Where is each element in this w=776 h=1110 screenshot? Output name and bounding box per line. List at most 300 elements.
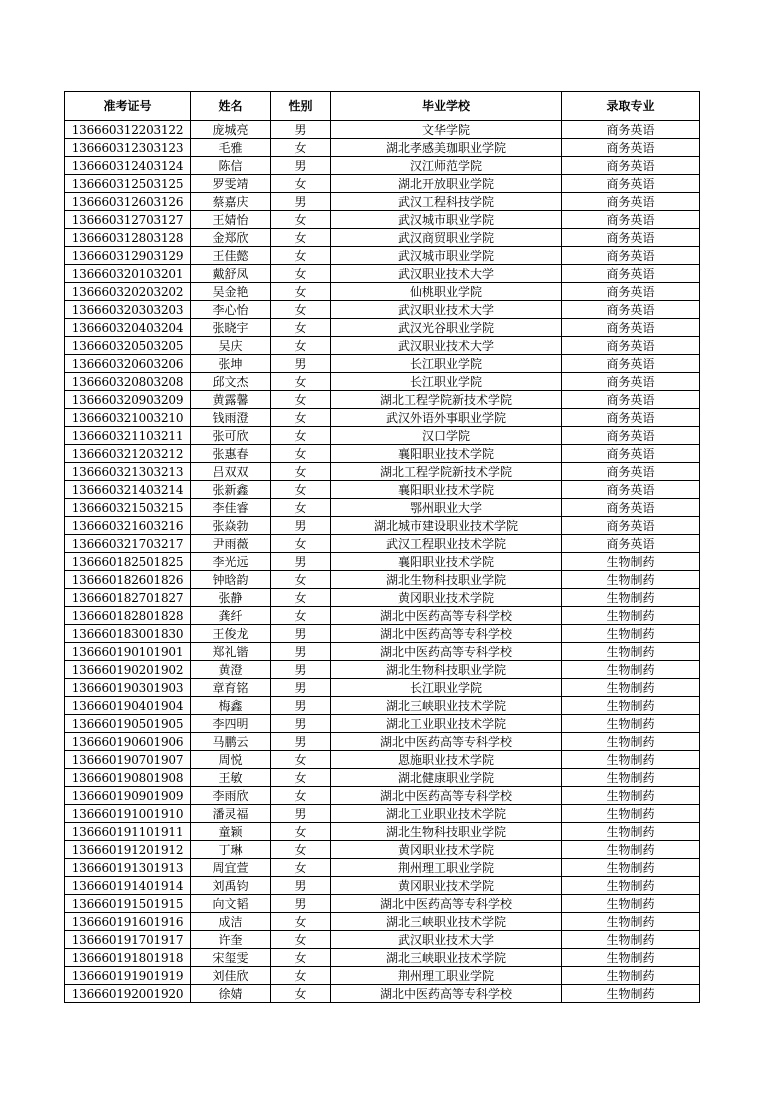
cell-school: 湖北三峡职业技术学院 (331, 913, 562, 931)
cell-exam-id: 136660320203202 (65, 283, 191, 301)
cell-school: 荆州理工职业学院 (331, 967, 562, 985)
cell-gender: 女 (271, 463, 331, 481)
cell-exam-id: 136660191801918 (65, 949, 191, 967)
cell-school: 湖北中医药高等专科学校 (331, 895, 562, 913)
cell-exam-id: 136660321303213 (65, 463, 191, 481)
cell-exam-id: 136660312903129 (65, 247, 191, 265)
cell-gender: 女 (271, 229, 331, 247)
cell-school: 黄冈职业技术学院 (331, 841, 562, 859)
cell-exam-id: 136660191501915 (65, 895, 191, 913)
cell-gender: 男 (271, 553, 331, 571)
header-name: 姓名 (191, 92, 271, 121)
cell-school: 长江职业学院 (331, 679, 562, 697)
cell-major: 生物制药 (562, 787, 700, 805)
table-row (65, 211, 700, 229)
table-row (65, 787, 700, 805)
table-row (65, 697, 700, 715)
cell-major: 商务英语 (562, 283, 700, 301)
header-row (65, 92, 700, 121)
cell-gender: 女 (271, 391, 331, 409)
cell-name: 尹雨薇 (191, 535, 271, 553)
table-row (65, 535, 700, 553)
table-row (65, 409, 700, 427)
cell-school: 湖北三峡职业技术学院 (331, 697, 562, 715)
cell-gender: 女 (271, 751, 331, 769)
cell-school: 湖北中医药高等专科学校 (331, 643, 562, 661)
cell-major: 生物制药 (562, 697, 700, 715)
cell-gender: 男 (271, 355, 331, 373)
cell-school: 武汉工程职业技术学院 (331, 535, 562, 553)
cell-exam-id: 136660321703217 (65, 535, 191, 553)
table-row (65, 805, 700, 823)
cell-name: 章育铭 (191, 679, 271, 697)
table-row (65, 769, 700, 787)
cell-exam-id: 136660191901919 (65, 967, 191, 985)
cell-gender: 男 (271, 517, 331, 535)
table-row (65, 589, 700, 607)
cell-exam-id: 136660320403204 (65, 319, 191, 337)
cell-school: 湖北生物科技职业学院 (331, 661, 562, 679)
cell-exam-id: 136660312603126 (65, 193, 191, 211)
cell-major: 生物制药 (562, 751, 700, 769)
table-row (65, 157, 700, 175)
cell-major: 商务英语 (562, 229, 700, 247)
table-row (65, 679, 700, 697)
cell-major: 商务英语 (562, 463, 700, 481)
cell-major: 商务英语 (562, 373, 700, 391)
cell-name: 梅鑫 (191, 697, 271, 715)
header-exam-id: 准考证号 (65, 92, 191, 121)
table-row (65, 499, 700, 517)
cell-major: 生物制药 (562, 643, 700, 661)
cell-exam-id: 136660321603216 (65, 517, 191, 535)
table-row (65, 463, 700, 481)
cell-major: 生物制药 (562, 805, 700, 823)
cell-gender: 女 (271, 481, 331, 499)
cell-gender: 女 (271, 823, 331, 841)
cell-major: 生物制药 (562, 607, 700, 625)
table-row (65, 823, 700, 841)
cell-name: 许奎 (191, 931, 271, 949)
cell-exam-id: 136660191701917 (65, 931, 191, 949)
cell-gender: 男 (271, 697, 331, 715)
table-row (65, 931, 700, 949)
cell-name: 邱文杰 (191, 373, 271, 391)
cell-name: 张新鑫 (191, 481, 271, 499)
cell-major: 商务英语 (562, 121, 700, 139)
cell-exam-id: 136660321103211 (65, 427, 191, 445)
cell-name: 张焱勃 (191, 517, 271, 535)
cell-major: 商务英语 (562, 517, 700, 535)
table-row (65, 553, 700, 571)
table-row (65, 337, 700, 355)
cell-gender: 女 (271, 175, 331, 193)
cell-exam-id: 136660320303203 (65, 301, 191, 319)
cell-gender: 女 (271, 769, 331, 787)
cell-gender: 女 (271, 301, 331, 319)
table-row (65, 445, 700, 463)
cell-major: 商务英语 (562, 157, 700, 175)
cell-gender: 男 (271, 157, 331, 175)
cell-name: 王佳懿 (191, 247, 271, 265)
cell-school: 湖北工业职业技术学院 (331, 715, 562, 733)
cell-school: 湖北生物科技职业学院 (331, 571, 562, 589)
cell-exam-id: 136660183001830 (65, 625, 191, 643)
cell-major: 生物制药 (562, 769, 700, 787)
cell-exam-id: 136660312303123 (65, 139, 191, 157)
cell-exam-id: 136660191601916 (65, 913, 191, 931)
cell-gender: 女 (271, 571, 331, 589)
cell-school: 湖北中医药高等专科学校 (331, 985, 562, 1003)
cell-name: 徐婧 (191, 985, 271, 1003)
cell-major: 生物制药 (562, 625, 700, 643)
table-row (65, 949, 700, 967)
cell-name: 毛雅 (191, 139, 271, 157)
table-row (65, 715, 700, 733)
cell-major: 生物制药 (562, 913, 700, 931)
table-row (65, 319, 700, 337)
cell-exam-id: 136660190201902 (65, 661, 191, 679)
cell-gender: 男 (271, 877, 331, 895)
cell-school: 湖北三峡职业技术学院 (331, 949, 562, 967)
cell-exam-id: 136660321203212 (65, 445, 191, 463)
cell-school: 武汉外语外事职业学院 (331, 409, 562, 427)
cell-gender: 男 (271, 661, 331, 679)
table-row (65, 427, 700, 445)
cell-name: 童颖 (191, 823, 271, 841)
cell-gender: 男 (271, 715, 331, 733)
cell-name: 王敏 (191, 769, 271, 787)
table-row (65, 859, 700, 877)
cell-name: 黄澄 (191, 661, 271, 679)
cell-gender: 女 (271, 139, 331, 157)
cell-school: 湖北中医药高等专科学校 (331, 787, 562, 805)
table-row (65, 571, 700, 589)
cell-gender: 女 (271, 409, 331, 427)
cell-exam-id: 136660190301903 (65, 679, 191, 697)
cell-school: 武汉商贸职业学院 (331, 229, 562, 247)
cell-major: 商务英语 (562, 427, 700, 445)
table-row (65, 895, 700, 913)
table-row (65, 247, 700, 265)
cell-name: 黄露馨 (191, 391, 271, 409)
cell-exam-id: 136660312503125 (65, 175, 191, 193)
cell-school: 汉口学院 (331, 427, 562, 445)
cell-gender: 女 (271, 211, 331, 229)
table-row (65, 139, 700, 157)
cell-gender: 女 (271, 247, 331, 265)
cell-major: 商务英语 (562, 409, 700, 427)
table-row (65, 751, 700, 769)
header-major: 录取专业 (562, 92, 700, 121)
table-row (65, 985, 700, 1003)
cell-exam-id: 136660191201912 (65, 841, 191, 859)
cell-major: 商务英语 (562, 391, 700, 409)
cell-gender: 男 (271, 733, 331, 751)
cell-school: 文华学院 (331, 121, 562, 139)
admission-roster-table (64, 91, 700, 1003)
cell-name: 庞城亮 (191, 121, 271, 139)
cell-school: 汉江师范学院 (331, 157, 562, 175)
cell-name: 宋玺雯 (191, 949, 271, 967)
cell-name: 周宜萱 (191, 859, 271, 877)
cell-exam-id: 136660191001910 (65, 805, 191, 823)
cell-school: 武汉职业技术大学 (331, 337, 562, 355)
cell-exam-id: 136660312703127 (65, 211, 191, 229)
cell-gender: 女 (271, 427, 331, 445)
table-row (65, 733, 700, 751)
cell-gender: 男 (271, 643, 331, 661)
cell-school: 湖北中医药高等专科学校 (331, 625, 562, 643)
cell-exam-id: 136660190801908 (65, 769, 191, 787)
cell-major: 商务英语 (562, 535, 700, 553)
cell-name: 向文韬 (191, 895, 271, 913)
cell-school: 湖北孝感美珈职业学院 (331, 139, 562, 157)
table-row (65, 607, 700, 625)
cell-major: 生物制药 (562, 877, 700, 895)
cell-major: 生物制药 (562, 661, 700, 679)
cell-name: 王婧怡 (191, 211, 271, 229)
cell-exam-id: 136660191101911 (65, 823, 191, 841)
cell-name: 李心怡 (191, 301, 271, 319)
cell-gender: 男 (271, 193, 331, 211)
table-row (65, 193, 700, 211)
cell-major: 商务英语 (562, 481, 700, 499)
cell-gender: 女 (271, 589, 331, 607)
cell-school: 湖北中医药高等专科学校 (331, 733, 562, 751)
table-row (65, 517, 700, 535)
table-row (65, 301, 700, 319)
cell-name: 金郑欣 (191, 229, 271, 247)
cell-name: 李雨欣 (191, 787, 271, 805)
cell-name: 张坤 (191, 355, 271, 373)
header-school: 毕业学校 (331, 92, 562, 121)
cell-school: 湖北开放职业学院 (331, 175, 562, 193)
cell-name: 罗雯靖 (191, 175, 271, 193)
cell-gender: 男 (271, 625, 331, 643)
cell-major: 生物制药 (562, 715, 700, 733)
cell-school: 武汉职业技术大学 (331, 301, 562, 319)
cell-school: 武汉职业技术大学 (331, 265, 562, 283)
cell-exam-id: 136660321403214 (65, 481, 191, 499)
cell-name: 周悦 (191, 751, 271, 769)
cell-major: 生物制药 (562, 967, 700, 985)
cell-gender: 女 (271, 913, 331, 931)
cell-gender: 女 (271, 265, 331, 283)
table-row (65, 391, 700, 409)
cell-name: 吕双双 (191, 463, 271, 481)
cell-gender: 女 (271, 283, 331, 301)
table-row (65, 877, 700, 895)
cell-major: 商务英语 (562, 247, 700, 265)
table-body (65, 121, 700, 1003)
cell-name: 张晓宇 (191, 319, 271, 337)
cell-gender: 女 (271, 373, 331, 391)
cell-name: 潘灵福 (191, 805, 271, 823)
cell-name: 吴庆 (191, 337, 271, 355)
cell-exam-id: 136660320903209 (65, 391, 191, 409)
cell-major: 商务英语 (562, 301, 700, 319)
cell-school: 湖北健康职业学院 (331, 769, 562, 787)
table-row (65, 913, 700, 931)
cell-school: 恩施职业技术学院 (331, 751, 562, 769)
cell-exam-id: 136660191301913 (65, 859, 191, 877)
table-row (65, 967, 700, 985)
cell-major: 商务英语 (562, 445, 700, 463)
cell-major: 生物制药 (562, 841, 700, 859)
cell-exam-id: 136660321503215 (65, 499, 191, 517)
cell-major: 商务英语 (562, 265, 700, 283)
cell-school: 襄阳职业技术学院 (331, 445, 562, 463)
cell-name: 蔡嘉庆 (191, 193, 271, 211)
cell-name: 丁琳 (191, 841, 271, 859)
cell-gender: 女 (271, 967, 331, 985)
cell-school: 武汉光谷职业学院 (331, 319, 562, 337)
cell-major: 商务英语 (562, 175, 700, 193)
cell-name: 李光远 (191, 553, 271, 571)
cell-name: 刘禹钧 (191, 877, 271, 895)
cell-exam-id: 136660321003210 (65, 409, 191, 427)
cell-exam-id: 136660320803208 (65, 373, 191, 391)
cell-exam-id: 136660312403124 (65, 157, 191, 175)
table-row (65, 481, 700, 499)
cell-name: 郑礼锴 (191, 643, 271, 661)
cell-school: 湖北工程学院新技术学院 (331, 391, 562, 409)
cell-school: 湖北中医药高等专科学校 (331, 607, 562, 625)
cell-exam-id: 136660320103201 (65, 265, 191, 283)
cell-major: 生物制药 (562, 931, 700, 949)
cell-school: 武汉城市职业学院 (331, 211, 562, 229)
cell-gender: 女 (271, 859, 331, 877)
cell-gender: 男 (271, 679, 331, 697)
table-row (65, 643, 700, 661)
cell-name: 吴金艳 (191, 283, 271, 301)
cell-school: 黄冈职业技术学院 (331, 589, 562, 607)
cell-name: 陈信 (191, 157, 271, 175)
cell-major: 生物制药 (562, 589, 700, 607)
cell-major: 商务英语 (562, 193, 700, 211)
cell-gender: 女 (271, 535, 331, 553)
cell-exam-id: 136660312203122 (65, 121, 191, 139)
table-row (65, 373, 700, 391)
table-row (65, 121, 700, 139)
cell-name: 王俊龙 (191, 625, 271, 643)
cell-name: 刘佳欣 (191, 967, 271, 985)
table-row (65, 661, 700, 679)
cell-major: 生物制药 (562, 679, 700, 697)
cell-major: 生物制药 (562, 823, 700, 841)
cell-major: 商务英语 (562, 319, 700, 337)
cell-major: 生物制药 (562, 895, 700, 913)
cell-major: 生物制药 (562, 985, 700, 1003)
cell-school: 武汉城市职业学院 (331, 247, 562, 265)
cell-major: 商务英语 (562, 337, 700, 355)
cell-exam-id: 136660190701907 (65, 751, 191, 769)
cell-major: 商务英语 (562, 355, 700, 373)
cell-name: 张静 (191, 589, 271, 607)
cell-exam-id: 136660182501825 (65, 553, 191, 571)
header-gender: 性别 (271, 92, 331, 121)
cell-major: 生物制药 (562, 733, 700, 751)
cell-name: 李四明 (191, 715, 271, 733)
cell-major: 商务英语 (562, 499, 700, 517)
cell-school: 鄂州职业大学 (331, 499, 562, 517)
cell-gender: 男 (271, 895, 331, 913)
cell-gender: 女 (271, 445, 331, 463)
cell-school: 襄阳职业技术学院 (331, 553, 562, 571)
cell-name: 戴舒凤 (191, 265, 271, 283)
cell-name: 张惠春 (191, 445, 271, 463)
cell-exam-id: 136660190901909 (65, 787, 191, 805)
cell-school: 长江职业学院 (331, 355, 562, 373)
cell-name: 成洁 (191, 913, 271, 931)
cell-exam-id: 136660190401904 (65, 697, 191, 715)
cell-major: 生物制药 (562, 949, 700, 967)
cell-gender: 女 (271, 499, 331, 517)
cell-name: 马鹏云 (191, 733, 271, 751)
cell-gender: 女 (271, 607, 331, 625)
cell-school: 襄阳职业技术学院 (331, 481, 562, 499)
cell-school: 湖北工业职业技术学院 (331, 805, 562, 823)
cell-school: 湖北工程学院新技术学院 (331, 463, 562, 481)
cell-gender: 女 (271, 931, 331, 949)
cell-gender: 女 (271, 337, 331, 355)
cell-exam-id: 136660182701827 (65, 589, 191, 607)
cell-gender: 女 (271, 319, 331, 337)
cell-gender: 女 (271, 949, 331, 967)
cell-exam-id: 136660190601906 (65, 733, 191, 751)
cell-exam-id: 136660182801828 (65, 607, 191, 625)
cell-school: 武汉职业技术大学 (331, 931, 562, 949)
cell-school: 黄冈职业技术学院 (331, 877, 562, 895)
cell-gender: 女 (271, 787, 331, 805)
table-row (65, 841, 700, 859)
cell-school: 荆州理工职业学院 (331, 859, 562, 877)
cell-school: 武汉工程科技学院 (331, 193, 562, 211)
cell-gender: 男 (271, 805, 331, 823)
cell-gender: 女 (271, 841, 331, 859)
table-row (65, 175, 700, 193)
cell-major: 生物制药 (562, 859, 700, 877)
cell-major: 生物制药 (562, 553, 700, 571)
cell-exam-id: 136660320503205 (65, 337, 191, 355)
cell-name: 钟晗韵 (191, 571, 271, 589)
table-row (65, 355, 700, 373)
cell-major: 商务英语 (562, 211, 700, 229)
cell-exam-id: 136660191401914 (65, 877, 191, 895)
cell-school: 仙桃职业学院 (331, 283, 562, 301)
cell-exam-id: 136660190501905 (65, 715, 191, 733)
cell-name: 李佳睿 (191, 499, 271, 517)
cell-gender: 男 (271, 121, 331, 139)
table-row (65, 625, 700, 643)
table-row (65, 283, 700, 301)
cell-school: 湖北生物科技职业学院 (331, 823, 562, 841)
cell-school: 长江职业学院 (331, 373, 562, 391)
cell-major: 生物制药 (562, 571, 700, 589)
table-row (65, 265, 700, 283)
cell-gender: 女 (271, 985, 331, 1003)
cell-school: 湖北城市建设职业技术学院 (331, 517, 562, 535)
cell-exam-id: 136660182601826 (65, 571, 191, 589)
cell-name: 钱雨澄 (191, 409, 271, 427)
cell-exam-id: 136660190101901 (65, 643, 191, 661)
cell-name: 张可欣 (191, 427, 271, 445)
cell-name: 龚纤 (191, 607, 271, 625)
cell-exam-id: 136660192001920 (65, 985, 191, 1003)
cell-exam-id: 136660320603206 (65, 355, 191, 373)
cell-exam-id: 136660312803128 (65, 229, 191, 247)
